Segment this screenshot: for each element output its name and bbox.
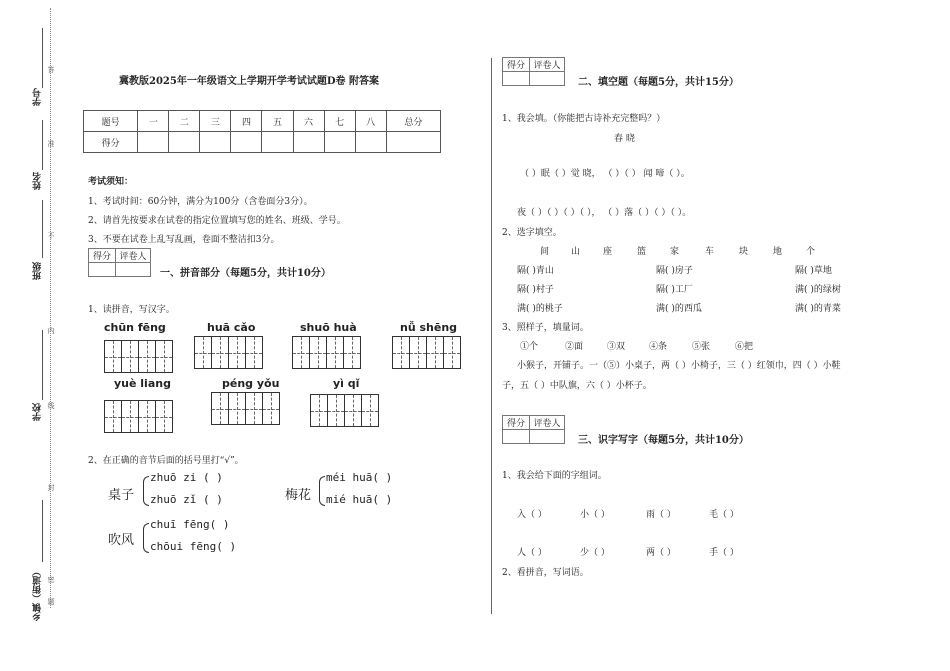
score-table-cell: 四	[231, 111, 262, 132]
pinyin-option[interactable]: chōui fēng( )	[150, 540, 237, 553]
score-table-score-row	[84, 132, 441, 153]
poem-title: 春 晓	[614, 134, 635, 144]
brace	[319, 476, 325, 506]
choice-char: 座	[603, 247, 613, 257]
writing-grid[interactable]	[194, 336, 263, 369]
township-fill-line	[42, 500, 43, 562]
seal-char: 答	[47, 66, 55, 73]
notice-item: 2、请首先按要求在试卷的指定位置填写您的姓名、班级、学号。	[88, 216, 346, 226]
seal-char: 内	[47, 327, 55, 334]
binding-line	[50, 8, 51, 608]
measure-sentence[interactable]: 子，五（ ）中队旗，六（ ）小杯子。	[502, 381, 652, 391]
scorebox-label: 评卷人	[530, 58, 565, 72]
word-fill[interactable]: 雨（ ）	[646, 510, 676, 520]
measure-word: ①个	[520, 342, 539, 352]
word-fill[interactable]: 毛（ ）	[709, 510, 739, 520]
score-input-cell[interactable]	[386, 132, 440, 153]
scorebox-label: 评卷人	[530, 416, 565, 430]
pinyin-option[interactable]: zhuō zǐ ( )	[150, 493, 223, 506]
writing-grid[interactable]	[392, 336, 461, 369]
choice-char: 地	[773, 247, 783, 257]
word-fill[interactable]: 手（ ）	[709, 548, 739, 558]
seal-char: 不	[47, 232, 55, 239]
fill-item[interactable]: 隔( )村子	[517, 285, 554, 295]
score-input-cell[interactable]	[200, 132, 231, 153]
score-table-cell: 七	[324, 111, 355, 132]
seal-char: 封	[47, 484, 55, 491]
measure-word: ⑤张	[692, 342, 711, 352]
township-label: 乡镇（街道）	[33, 567, 43, 621]
score-table-header-row	[84, 111, 441, 132]
section3-scorebox	[502, 415, 565, 444]
section2-title: 二、填空题（每题5分，共计15分）	[578, 77, 739, 88]
s3-q2: 2、看拼音，写词语。	[502, 568, 589, 578]
word-fill[interactable]: 入（ ）	[517, 510, 547, 520]
fill-item[interactable]: 隔( )工厂	[656, 285, 693, 295]
s3-q1: 1、我会给下面的字组词。	[502, 471, 607, 481]
scorebox-input[interactable]	[503, 430, 530, 444]
section1-title: 一、拼音部分（每题5分，共计10分）	[160, 268, 331, 279]
name-label: 姓名	[33, 172, 43, 190]
pinyin-option[interactable]: méi huā( )	[326, 471, 393, 484]
word-fill[interactable]: 人（ ）	[517, 548, 547, 558]
brace	[143, 476, 149, 506]
score-input-cell[interactable]	[262, 132, 293, 153]
fill-item[interactable]: 满( )的西瓜	[656, 304, 702, 314]
scorebox-input[interactable]	[503, 72, 530, 86]
writing-grid[interactable]	[104, 340, 173, 373]
scorebox-label: 得分	[503, 58, 530, 72]
pinyin-label: yuè liang	[114, 377, 171, 390]
word-fill[interactable]: 两（ ）	[646, 548, 676, 558]
choice-word: 桌子	[108, 488, 135, 503]
fill-item[interactable]: 隔( )青山	[517, 266, 554, 276]
class-fill-line	[42, 200, 43, 258]
brace	[143, 523, 149, 553]
score-input-cell[interactable]	[355, 132, 386, 153]
scorebox-input[interactable]	[530, 430, 565, 444]
class-label: 班级	[33, 262, 43, 280]
score-table-cell: 五	[262, 111, 293, 132]
word-fill[interactable]: 小（ ）	[580, 510, 610, 520]
choice-char: 块	[739, 247, 749, 257]
notice-heading: 考试须知：	[88, 177, 134, 187]
score-table-cell: 三	[200, 111, 231, 132]
measure-sentence[interactable]: 小猴子，开铺子。一（⑤）小桌子，两（ ）小椅子，三（ ）红领巾，四（ ）小鞋	[517, 361, 841, 371]
score-input-cell[interactable]	[138, 132, 169, 153]
scorebox-input[interactable]	[89, 263, 116, 277]
choice-char: 车	[705, 247, 715, 257]
name-fill-line	[42, 120, 43, 170]
scorebox-label: 得分	[89, 249, 116, 263]
section3-title: 三、识字写字（每题5分，共计10分）	[578, 435, 749, 446]
choice-char: 家	[670, 247, 680, 257]
student-id-label: 学号	[33, 88, 43, 106]
writing-grid[interactable]	[104, 400, 173, 433]
writing-grid[interactable]	[211, 392, 280, 425]
choice-char: 篮	[637, 247, 647, 257]
seal-char: 密	[47, 576, 55, 583]
pinyin-label: chūn fēng	[104, 321, 166, 334]
poem-line[interactable]: 夜（ ）（ ）（ ）（ ）， （ ）落（ ）（ ）（ ）。	[517, 208, 692, 218]
choice-word: 梅花	[285, 488, 312, 503]
score-input-cell[interactable]	[231, 132, 262, 153]
s2-q3: 3、照样子，填量词。	[502, 323, 589, 333]
s2-q2: 2、选字填空。	[502, 228, 562, 238]
column-divider	[491, 58, 492, 614]
school-fill-line	[42, 330, 43, 400]
score-table-cell: 六	[293, 111, 324, 132]
score-input-cell[interactable]	[324, 132, 355, 153]
score-table-cell: 总分	[386, 111, 440, 132]
fill-item[interactable]: 隔( )房子	[656, 266, 693, 276]
choice-char: 个	[806, 247, 816, 257]
measure-word: ②面	[565, 342, 584, 352]
fill-item[interactable]: 满( )的桃子	[517, 304, 563, 314]
s2-q1: 1、我会填。（你能把古诗补充完整吗？）	[502, 114, 666, 124]
choice-word: 吹风	[108, 533, 135, 548]
writing-grid[interactable]	[292, 336, 361, 369]
score-table-cell: 得分	[84, 132, 138, 153]
pinyin-option[interactable]: mié huā( )	[326, 493, 393, 506]
score-input-cell[interactable]	[293, 132, 324, 153]
score-input-cell[interactable]	[169, 132, 200, 153]
pinyin-label: nǚ shēng	[400, 321, 458, 334]
seal-char: 线	[47, 402, 55, 409]
fill-item[interactable]: 满( )的青菜	[795, 304, 841, 314]
pinyin-label: huā cǎo	[207, 321, 256, 334]
section2-scorebox	[502, 57, 565, 86]
notice-item: 1、考试时间：60分钟，满分为100分（含卷面分3分）。	[88, 197, 313, 207]
fill-item[interactable]: 满( )的绿树	[795, 285, 841, 295]
scorebox-label: 评卷人	[116, 249, 151, 263]
writing-grid[interactable]	[310, 394, 379, 427]
score-table-cell: 二	[169, 111, 200, 132]
score-table-cell: 八	[355, 111, 386, 132]
score-table	[83, 110, 441, 153]
measure-word: ⑥把	[735, 342, 754, 352]
scorebox-label: 得分	[503, 416, 530, 430]
s1-q1: 1、读拼音，写汉字。	[88, 305, 175, 315]
pinyin-label: shuō huà	[300, 321, 357, 334]
word-fill[interactable]: 少（ ）	[580, 548, 610, 558]
scorebox-input[interactable]	[116, 263, 151, 277]
seal-char: 题	[47, 598, 55, 605]
score-table-cell: 一	[138, 111, 169, 132]
fill-item[interactable]: 隔( )草地	[795, 266, 832, 276]
seal-char: 准	[47, 140, 55, 147]
score-table-cell: 题号	[84, 111, 138, 132]
scorebox-input[interactable]	[530, 72, 565, 86]
exam-title: 冀教版2025年一年级语文上学期开学考试试题D卷 附答案	[119, 76, 379, 87]
id-fill-line	[42, 28, 43, 88]
section1-scorebox	[88, 248, 151, 277]
pinyin-label: péng yǒu	[222, 377, 280, 390]
notice-item: 3、不要在试卷上乱写乱画，卷面不整洁扣3分。	[88, 235, 280, 245]
pinyin-option[interactable]: zhuō zi ( )	[150, 471, 223, 484]
choice-char: 山	[571, 247, 581, 257]
measure-word: ③双	[607, 342, 626, 352]
pinyin-option[interactable]: chuī fēng( )	[150, 518, 230, 531]
choice-char: 间	[540, 247, 550, 257]
s1-q2: 2、在正确的音节后面的括号里打“√”。	[88, 456, 244, 466]
measure-word: ④条	[649, 342, 668, 352]
pinyin-label: yì qǐ	[333, 377, 360, 390]
poem-line[interactable]: （ ）眠（ ）觉 晓， （ ）（ ） 闻 啼（ ）。	[520, 169, 690, 179]
school-label: 学校	[33, 403, 43, 421]
